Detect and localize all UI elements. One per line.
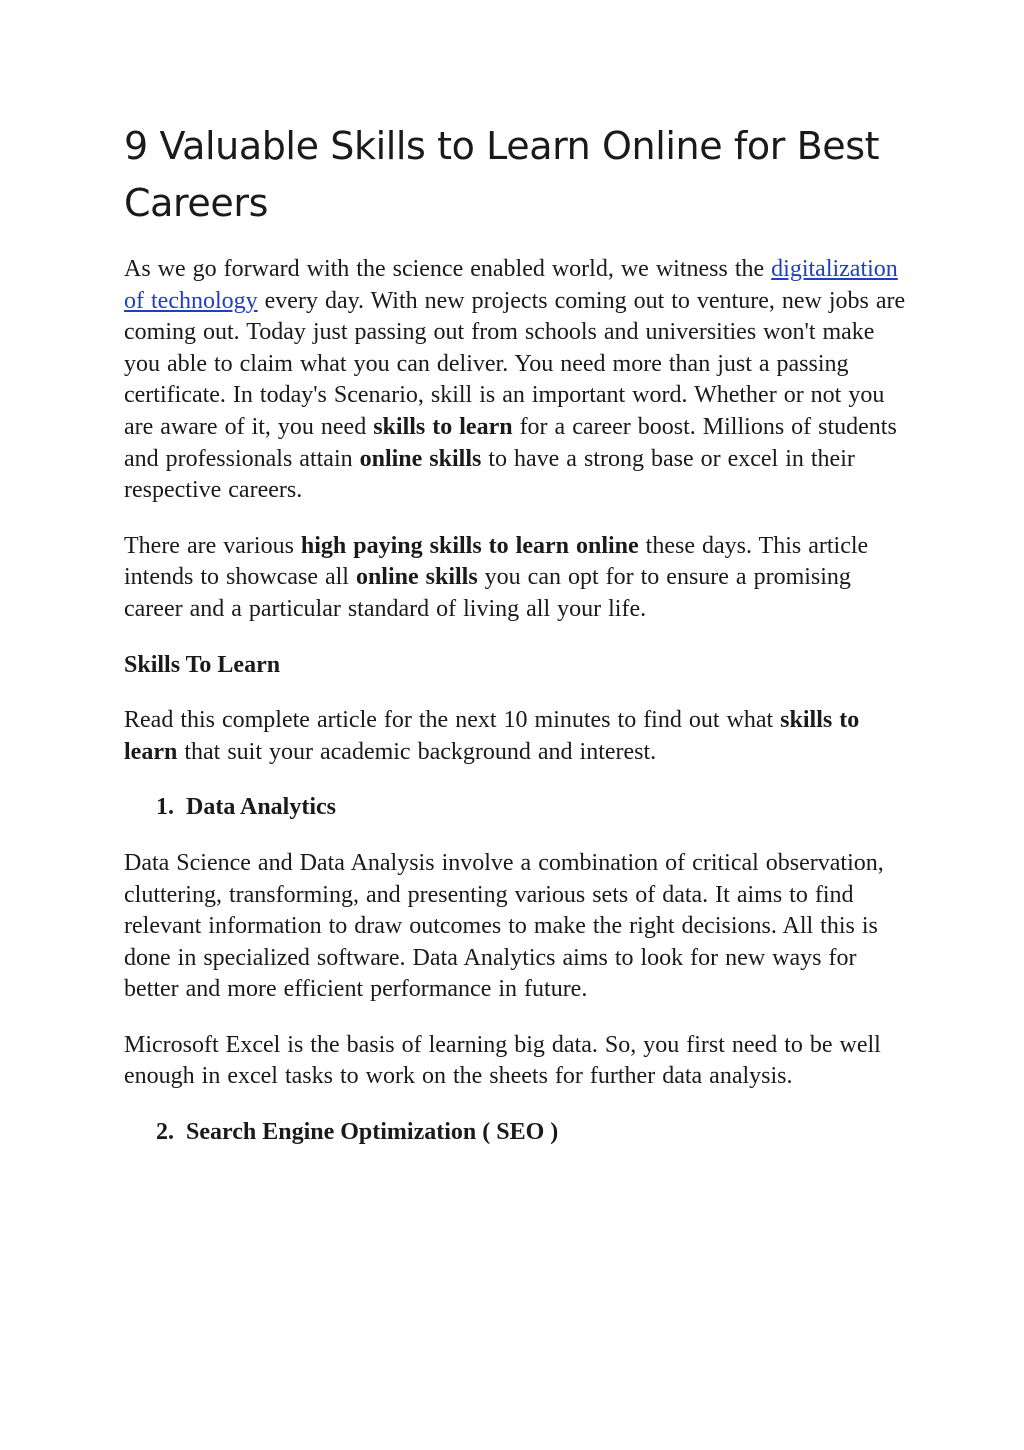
para2-bold-2: online skills [355, 564, 478, 591]
para2-text-2: these days. This article intends to showcase all [124, 532, 869, 591]
section-2-heading [156, 1117, 914, 1149]
skills-heading: Skills To Learn [124, 651, 281, 678]
document-page [124, 118, 914, 1173]
section-1-title: Data Analytics [186, 794, 336, 821]
intro-paragraph [124, 254, 914, 507]
section-1-number: 1. [156, 794, 174, 821]
page-title: 9 Valuable Skills to Learn Online for Best Careers [124, 124, 880, 225]
intro-text-2: every day. With new projects coming out to venture, new jobs are coming out. Today just passing out from schools and universities won't make you able to claim what you can deliver. You need more than just a passing certificate. In today's Scenario, skill is an important word. Whether or not you are aware of it, you need [124, 287, 906, 440]
para3-text-1: Read this complete article for the next 10 minutes to find out what [124, 707, 781, 734]
intro-text-1: As we go forward with the science enabled world, we witness the [124, 256, 772, 282]
para3-text-2: that suit your academic background and interest. [177, 738, 657, 765]
para-3 [124, 705, 914, 768]
intro-bold-1: skills to learn [373, 413, 513, 440]
section-1-paragraph-1: Data Science and Data Analysis involve a combination of critical observation, cluttering, transforming, and presenting various sets of data. It aims to find relevant information to draw outcomes to make the right decisions. All this is done in specialized software. Data Analytics aims to look for new ways for better and more efficient performance in future. [124, 849, 884, 1003]
intro-text-4: to have a strong base or excel in their respective careers. [124, 445, 855, 504]
para2-bold-1: high paying skills to learn online [300, 532, 639, 559]
intro-text-3: for a career boost. Millions of students and professionals attain [124, 413, 897, 472]
para-2 [124, 531, 914, 626]
intro-bold-2: online skills [359, 445, 482, 472]
para2-text-3: you can opt for to ensure a promising career and a particular standard of living all your life. [124, 564, 851, 622]
digitalization-link[interactable]: digitalization of technology [124, 256, 898, 314]
section-1-heading [156, 792, 914, 824]
section-2-number: 2. [156, 1119, 174, 1146]
section-2-title: Search Engine Optimization ( SEO ) [186, 1119, 559, 1146]
para2-text-1: There are various [124, 532, 301, 559]
para3-bold-1: skills to learn [124, 707, 860, 765]
section-1-paragraph-2: Microsoft Excel is the basis of learning big data. So, you first need to be well enough in excel tasks to work on the sheets for further data analysis. [124, 1031, 881, 1090]
